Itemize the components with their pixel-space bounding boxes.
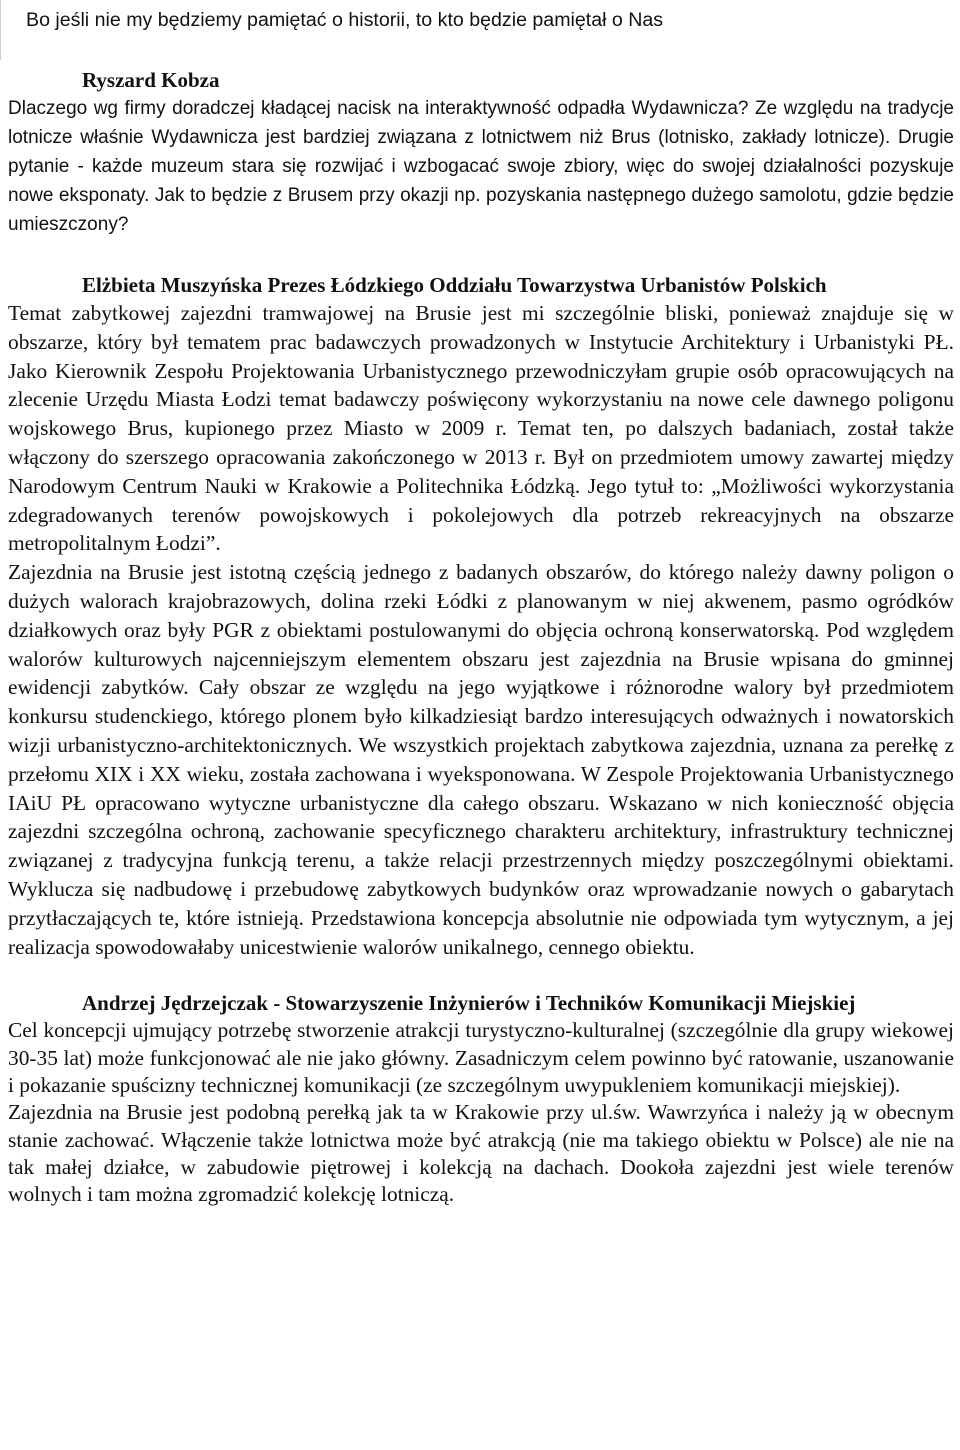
question-section xyxy=(8,66,954,239)
answer-speaker: Andrzej Jędrzejczak - Stowarzyszenie Inżynierów i Techników Komunikacji Miejskiej xyxy=(82,991,856,1016)
header-line: Bo jeśli nie my będziemy pamiętać o historii, to kto będzie pamiętał o Nas xyxy=(26,9,664,31)
document-page xyxy=(8,4,954,1208)
answer-section-jedrzejczak xyxy=(8,989,954,1208)
answer-paragraph: Temat zabytkowej zajezdni tramwajowej na Brusie jest mi szczególnie bliski, ponieważ znajduje się w obszarze, który był tematem prac badawczych prowadzonych w Instytucie Architektury i Urbanistyki PŁ. Jako Kierownik Zespołu Projektowania Urbanistycznego przewodniczyłam grupie osób opracowujących na zlecenie Urzędu Miasta Łodzi temat badawczy poświęcony wykorzystaniu na nowe cele dawnego poligonu wojskowego Brus, kupionego przez Miasto w 2009 r. Temat ten, po dalszych badaniach, został także włączony do szerszego opracowania zakończonego w 2013 r. Był on przedmiotem umowy zawartej między Narodowym Centrum Nauki w Krakowie a Politechnika Łódzką. Jego tytuł to: „Możliwości wykorzystania zdegradowanych terenów powojskowych i pokolejowych dla potrzeb rekreacyjnych na obszarze metropolitalnym Łodzi”. xyxy=(8,301,954,556)
answer-speaker: Elżbieta Muszyńska Prezes Łódzkiego Oddziału Towarzystwa Urbanistów Polskich xyxy=(82,273,827,297)
question-speaker: Ryszard Kobza xyxy=(82,68,220,92)
answer-section-muszynska xyxy=(8,271,954,961)
question-text: Dlaczego wg firmy doradczej kładącej nacisk na interaktywność odpadła Wydawnicza? Ze względu na tradycje lotnicze właśnie Wydawnicza jest bardziej związana z lotnictwem niż Brus (lotnisko, zakłady lotnicze). Drugie pytanie - każde muzeum stara się rozwijać i wzbogacać swoje zbiory, więc do swojej działalności pozyskuje nowe eksponaty. Jak to będzie z Brusem przy okazji np. pozyskania następnego dużego samolotu, gdzie będzie umieszczony? xyxy=(8,98,954,235)
page-edge-rule xyxy=(0,0,1,60)
answer-paragraph: Cel koncepcji ujmujący potrzebę stworzenie atrakcji turystyczno-kulturalnej (szczególnie dla grupy wiekowej 30-35 lat) może funkcjonować ale nie jako główny. Zasadniczym celem powinno być ratowanie, uszanowanie i pokazanie spuścizny technicznej komunikacji (ze szczególnym uwypukleniem komunikacji miejskiej). xyxy=(8,1018,954,1097)
answer-paragraph: Zajezdnia na Brusie jest istotną częścią jednego z badanych obszarów, do którego należy dawny poligon o dużych walorach krajobrazowych, dolina rzeki Łódki z planowanym w niej akwenem, pasmo ogródków działkowych oraz były PGR z obiektami postulowanymi do objęcia ochroną konserwatorską. Pod względem walorów kulturowych najcenniejszym elementem obszaru jest zajezdnia na Brusie wpisana do gminnej ewidencji zabytków. Cały obszar ze względu na jego wyjątkowe i różnorodne walory był przedmiotem konkursu studenckiego, którego plonem było kilkadziesiąt bardzo interesujących odważnych i nowatorskich wizji urbanistyczno-architektonicznych. We wszystkich projektach zabytkowa zajezdnia, uznana za perełkę z przełomu XIX i XX wieku, została zachowana i wyeksponowana. W Zespole Projektowania Urbanistycznego IAiU PŁ opracowano wytyczne urbanistyczne dla całego obszaru. Wskazano w nich konieczność objęcia zajezdni szczególna ochroną, zachowanie specyficznego charakteru architektury, infrastruktury technicznej związanej z tradycyjna funkcją terenu, a także relacji przestrzennych między poszczególnymi obiektami. Wyklucza się nadbudowę i przebudowę zabytkowych budynków oraz wprowadzanie nowych o gabarytach przytłaczających te, które istnieją. Przedstawiona koncepcja absolutnie nie odpowiada tym wytycznym, a jej realizacja spowodowałaby unicestwienie walorów unikalnego, cennego obiektu. xyxy=(8,560,954,959)
answer-paragraph: Zajezdnia na Brusie jest podobną perełką jak ta w Krakowie przy ul.św. Wawrzyńca i należy ją w obecnym stanie zachować. Włączenie także lotnictwa może być atrakcją (nie ma takiego obiektu w Polsce) ale nie na tak małej działce, w zabudowie piętrowej i kolekcją na dachach. Dookoła zajezdni jest wiele terenów wolnych i tam można zgromadzić kolekcję lotniczą. xyxy=(8,1100,954,1207)
